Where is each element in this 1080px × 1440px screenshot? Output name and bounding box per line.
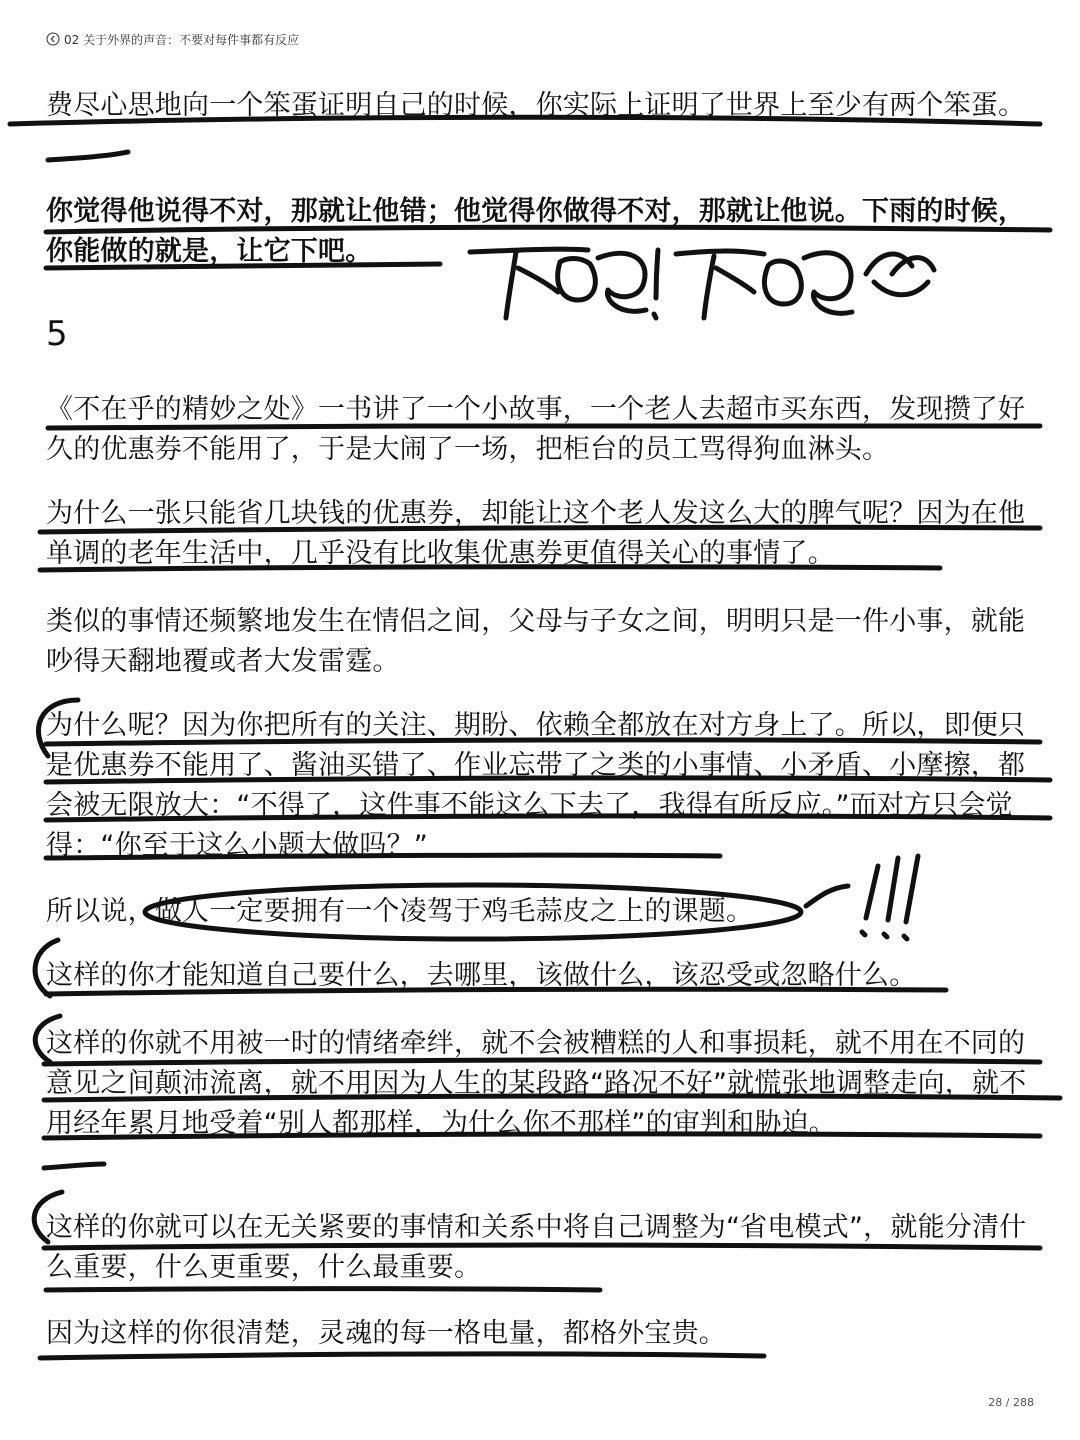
paragraph-11: 因为这样的你很清楚，灵魂的每一格电量，都格外宝贵。 xyxy=(46,1318,726,1349)
underline-stroke xyxy=(46,1289,600,1291)
paragraph-10: 这样的你就可以在无关紧要的事情和关系中将自己调整为“省电模式”，就能分清什么重要，什么更重要，什么最重要。 xyxy=(46,1212,1027,1283)
handwritten-note xyxy=(874,282,928,295)
reader-header xyxy=(46,30,299,48)
paragraph-5: 类似的事情还频繁地发生在情侣之间，父母与子女之间，明明只是一件小事，就能吵得天翻地覆或者大发雷霆。 xyxy=(46,606,1026,677)
underline-stroke xyxy=(48,152,128,160)
handwritten-dot xyxy=(862,932,865,935)
handwritten-dot xyxy=(884,934,887,937)
paragraph-2: 你觉得他说得不对，那就让他错；他觉得你做得不对，那就让他说。下雨的时候，你能做的就是，让它下吧。 xyxy=(46,196,1026,267)
underline-stroke xyxy=(40,1354,764,1358)
chevron-left-circle-icon[interactable] xyxy=(46,32,60,46)
underline-stroke xyxy=(44,1164,104,1168)
paragraph-1: 费尽心思地向一个笨蛋证明自己的时候，你实际上证明了世界上至少有两个笨蛋。 xyxy=(46,90,1026,121)
page-number: 28 / 288 xyxy=(988,1396,1034,1409)
paragraph-3: 《不在乎的精妙之处》一书讲了一个小故事，一个老人去超市买东西，发现攒了好久的优惠券不能用了，于是大闹了一场，把柜台的员工骂得狗血淋头。 xyxy=(46,394,1026,465)
handwritten-note xyxy=(654,314,656,318)
paragraph-6: 为什么呢？因为你把所有的关注、期盼、依赖全都放在对方身上了。所以，即便只是优惠券不能用了、酱油买错了、作业忘带了之类的小事情、小矛盾、小摩擦，都会被无限放大：“不得了，这件事不能这么下去了，我得有所反应。”而对方只会觉得：“你至于这么小题大做吗？” xyxy=(46,710,1026,861)
section-number: 5 xyxy=(46,314,68,354)
paragraph-4: 为什么一张只能省几块钱的优惠券，却能让这个老人发这么大的脾气呢？因为在他单调的老年生活中，几乎没有比收集优惠券更值得关心的事情了。 xyxy=(46,498,1026,569)
paragraph-7 xyxy=(46,892,1040,932)
paragraph-7-main: 做人一定要拥有一个凌驾于鸡毛蒜皮之上的课题。 xyxy=(154,896,754,927)
handwritten-dot xyxy=(904,936,907,939)
paragraph-7-lead: 所以说， xyxy=(46,896,155,927)
paragraph-9: 这样的你就不用被一时的情绪牵绊，就不会被糟糕的人和事损耗，就不用在不同的意见之间颠沛流离，就不用因为人生的某段路“路况不好”就慌张地调整走向，就不用经年累月地受着“别人都那样，为什么你不那样”的审判和胁迫。 xyxy=(46,1028,1027,1139)
chapter-title: 02 关于外界的声音：不要对每件事都有反应 xyxy=(64,32,300,47)
paragraph-8: 这样的你才能知道自己要什么，去哪里，该做什么，该忍受或忽略什么。 xyxy=(46,960,917,991)
